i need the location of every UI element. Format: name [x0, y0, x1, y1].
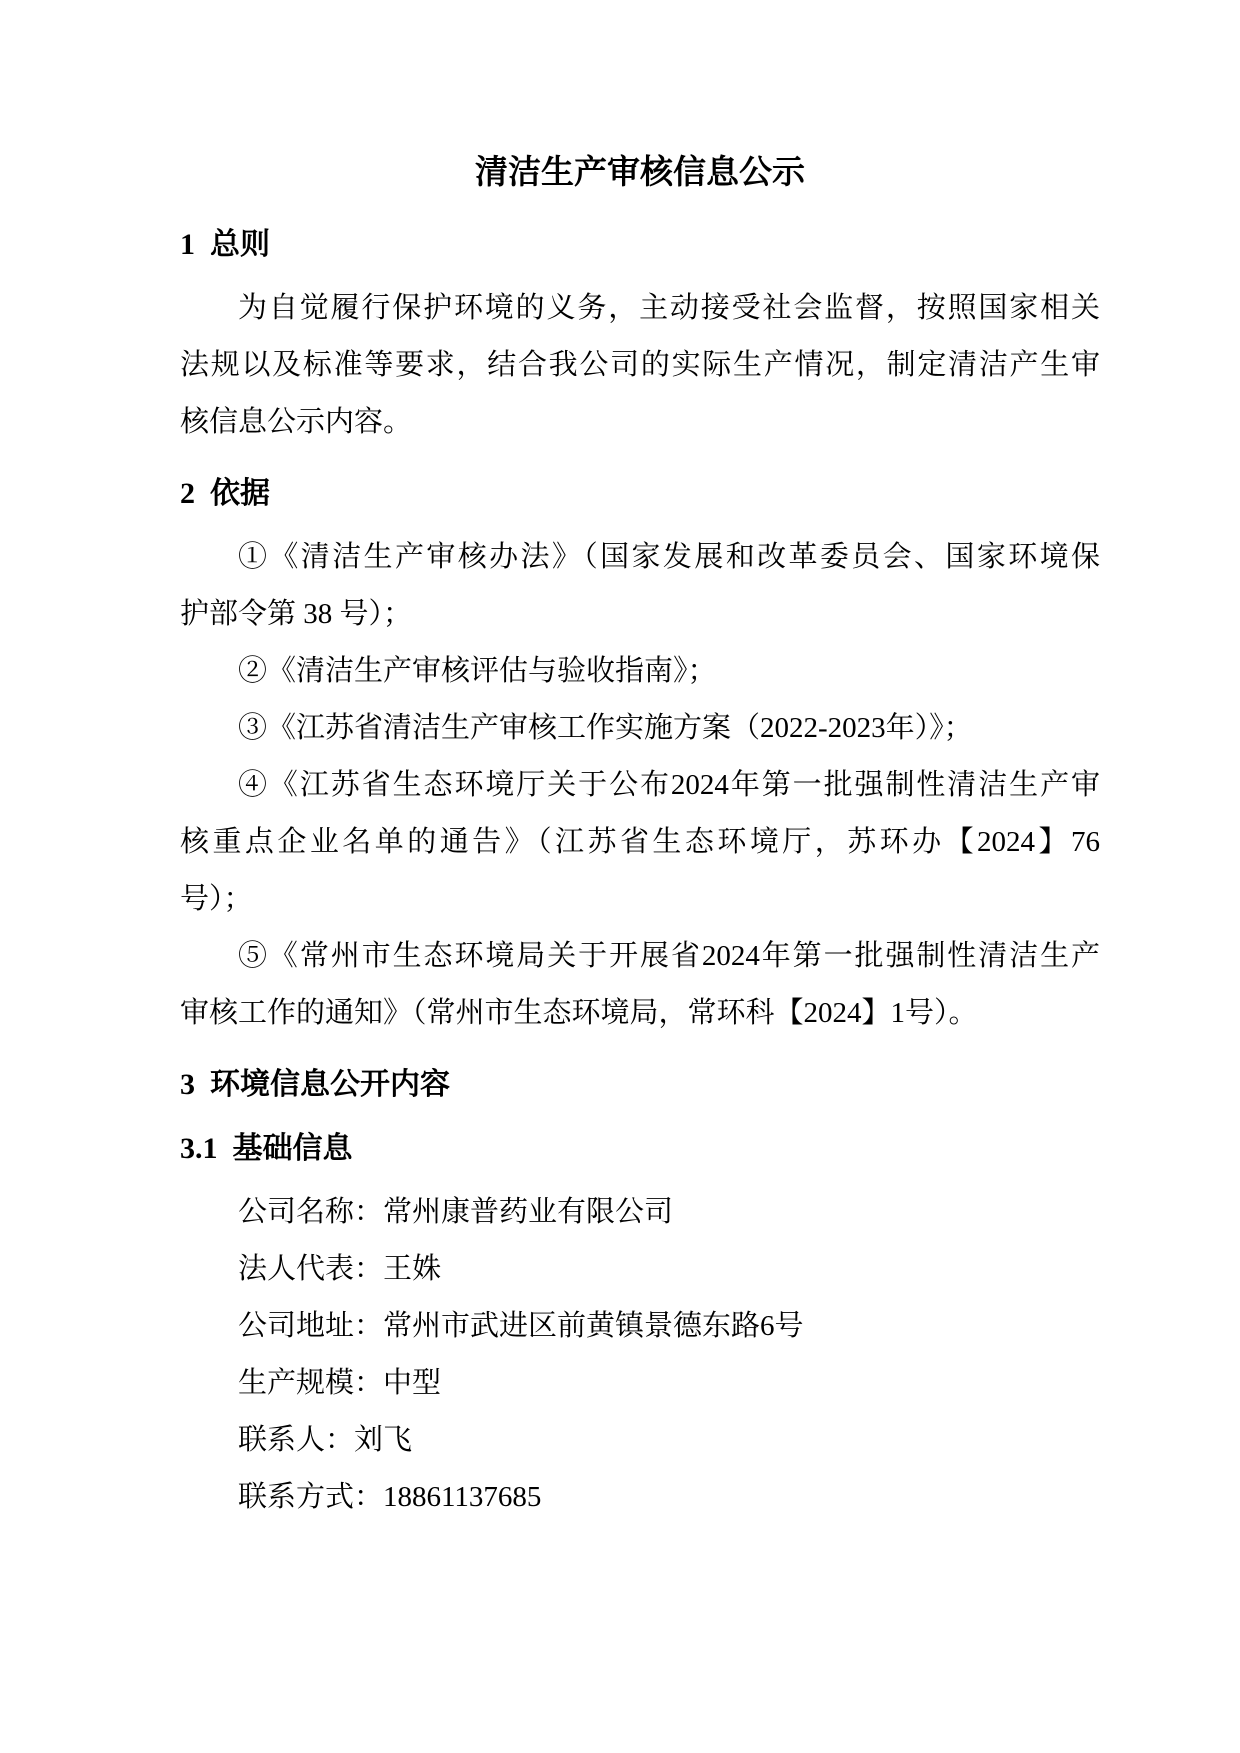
text-line: 生产规模：中型 — [238, 1367, 442, 1399]
section-heading-general: 1 总则 — [180, 228, 270, 261]
paragraph-basis-item-3 — [180, 700, 1100, 757]
text-line: ⑤《常州市生态环境局关于开展省2024年第一批强制性清洁生产 — [238, 940, 1100, 972]
paragraph-basis-item-1 — [180, 529, 1100, 643]
section-heading-basic-info: 3.1 基础信息 — [180, 1132, 353, 1165]
basic-info-production-scale — [180, 1355, 1100, 1412]
text-line: 核重点企业名单的通告》（江苏省生态环境厅，苏环办【2024】76 — [180, 826, 1100, 858]
basic-info-contact-phone — [180, 1469, 1100, 1526]
basic-info-legal-representative — [180, 1241, 1100, 1298]
basic-info-company-name — [180, 1184, 1100, 1241]
text-line: 公司地址：常州市武进区前黄镇景德东路6号 — [238, 1310, 804, 1342]
basic-info-contact-person — [180, 1412, 1100, 1469]
basic-info-company-address — [180, 1298, 1100, 1355]
document-title: 清洁生产审核信息公示 — [475, 155, 805, 191]
text-line: 联系方式：18861137685 — [238, 1481, 542, 1513]
paragraph-basis-item-5 — [180, 928, 1100, 1042]
text-line: ②《清洁生产审核评估与验收指南》； — [238, 655, 717, 687]
paragraph-basis-item-4 — [180, 757, 1100, 928]
text-line: 护部令第 38 号）； — [180, 598, 413, 630]
text-line: ④《江苏省生态环境厅关于公布2024年第一批强制性清洁生产审 — [238, 769, 1100, 801]
text-line: 号）； — [180, 883, 253, 915]
text-line: 联系人：刘飞 — [238, 1424, 413, 1456]
paragraph-basis-item-2 — [180, 643, 1100, 700]
text-line: 法规以及标准等要求，结合我公司的实际生产情况，制定清洁产生审 — [180, 349, 1100, 381]
text-line: 核信息公示内容。 — [180, 406, 413, 438]
text-line: 法人代表：王姝 — [238, 1253, 442, 1285]
text-line: 审核工作的通知》（常州市生态环境局，常环科【2024】1号）。 — [180, 997, 978, 1029]
text-line: ③《江苏省清洁生产审核工作实施方案（2022-2023年）》； — [238, 712, 973, 744]
section-heading-basis: 2 依据 — [180, 477, 270, 510]
paragraph-general — [180, 280, 1100, 451]
text-line: ①《清洁生产审核办法》（国家发展和改革委员会、国家环境保 — [238, 541, 1100, 573]
text-line: 公司名称：常州康普药业有限公司 — [238, 1196, 674, 1228]
section-heading-disclosure: 3 环境信息公开内容 — [180, 1068, 450, 1101]
text-line: 为自觉履行保护环境的义务，主动接受社会监督，按照国家相关 — [238, 292, 1100, 324]
